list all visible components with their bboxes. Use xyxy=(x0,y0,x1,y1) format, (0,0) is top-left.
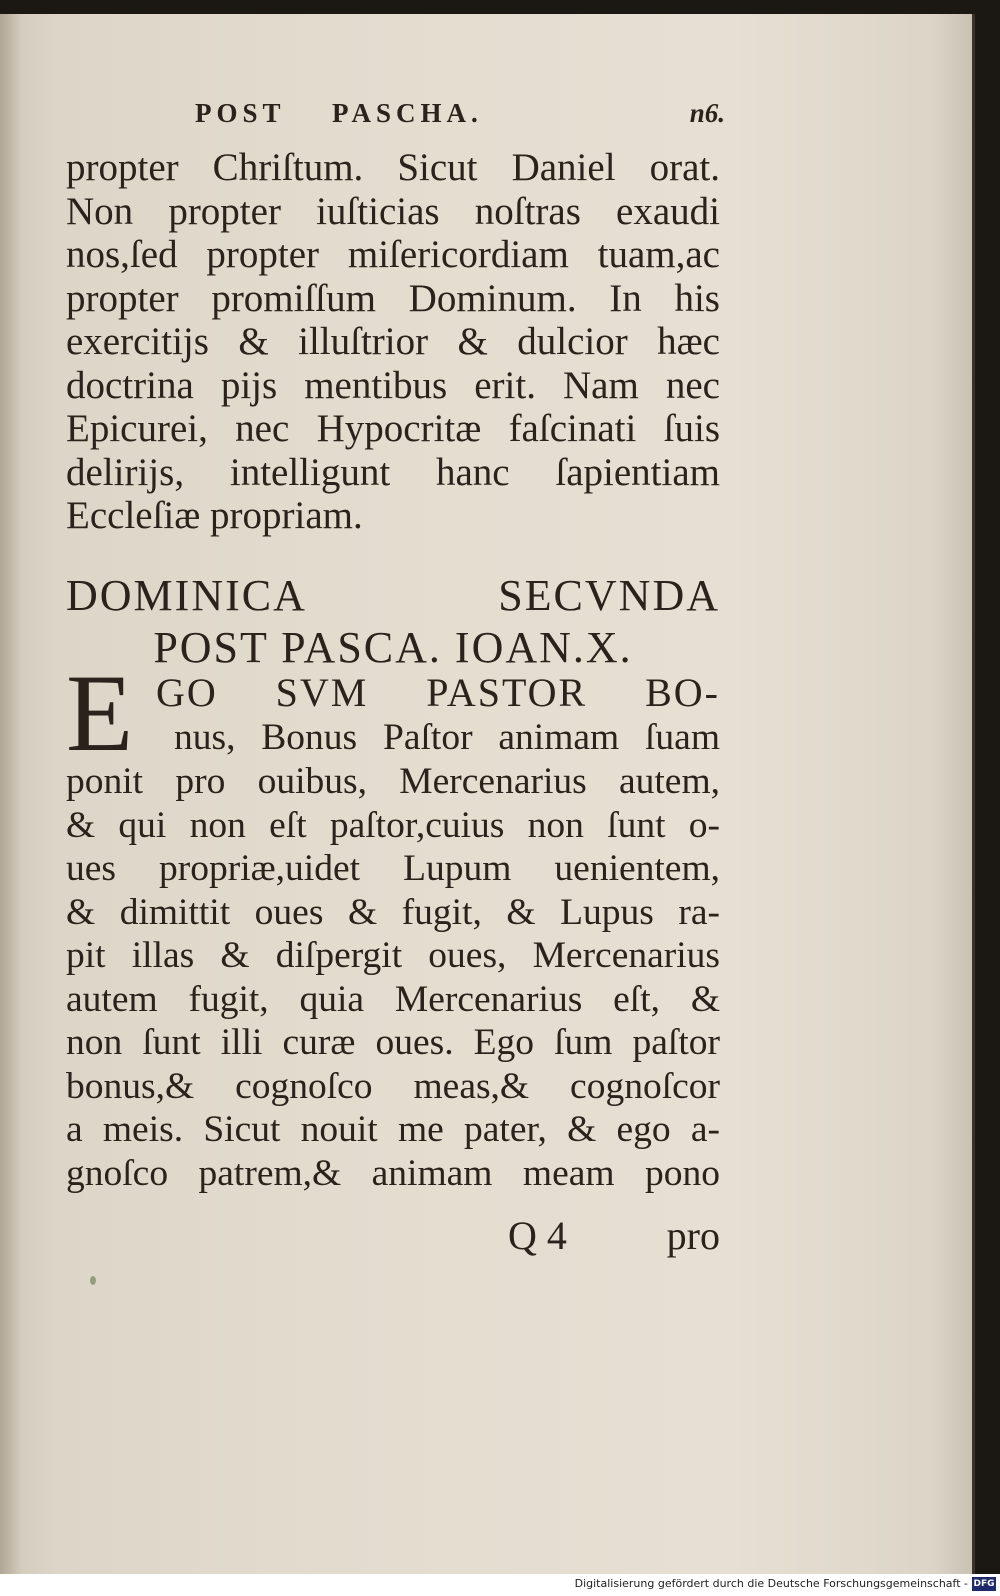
gospel-line: pit illas & diſpergit oues, Mercenarius xyxy=(66,935,720,976)
text-line: Non propter iuſticias noſtras exaudi xyxy=(66,189,720,233)
gospel-line: autem fugit, quia Mercenarius eſt, & xyxy=(66,978,720,1020)
section-heading-line-2: POST PASCA. IOAN.X. xyxy=(153,623,633,672)
text-line: propter promiſſum Dominum. In his xyxy=(66,276,720,320)
gospel-line: & dimittit oues & fugit, & Lupus ra- xyxy=(66,891,720,933)
gospel-line: non ſunt illi curæ oues. Ego ſum paſtor xyxy=(66,1022,720,1063)
gospel-line: gnoſco patrem,& animam meam pono xyxy=(66,1152,720,1194)
text-line: nos,ſed propter miſericordiam tuam,ac xyxy=(66,233,720,276)
text-line: delirijs, intelligunt hanc ſapientiam xyxy=(66,450,720,494)
footer-bar xyxy=(0,1574,1000,1596)
text-line: Eccleſiæ propriam. xyxy=(66,494,363,537)
gospel-line: ues propriæ,uidet Lupum uenientem, xyxy=(66,848,720,889)
gospel-line: bonus,& cognoſco meas,& cognoſcor xyxy=(66,1065,720,1107)
gospel-line: nus, Bonus Paſtor animam ſuam xyxy=(174,717,720,758)
section-heading-line-1: DOMINICA SECVNDA xyxy=(66,571,720,620)
text-line: doctrina pijs mentibus erit. Nam nec xyxy=(66,363,720,407)
section-heading xyxy=(66,570,720,674)
running-head xyxy=(195,98,725,134)
text-line: exercitijs & illuſtrior & dulcior hæc xyxy=(66,320,720,363)
paragraph-continuation xyxy=(66,146,720,538)
text-line: propter Chriſtum. Sicut Daniel orat. xyxy=(66,146,720,189)
text-line: Epicurei, nec Hypocritæ faſcinati ſuis xyxy=(66,407,720,450)
gospel-line: ponit pro ouibus, Mercenarius autem, xyxy=(66,761,720,802)
ink-spot xyxy=(90,1276,96,1285)
folio-number: n6. xyxy=(689,98,725,128)
funding-notice: Digitalisierung gefördert durch die Deutsche Forschungsgemeinschaft - xyxy=(574,1577,968,1590)
book-page xyxy=(0,14,975,1574)
catchline xyxy=(508,1212,720,1262)
gospel-first-line: GO SVM PASTOR BO- xyxy=(156,670,720,715)
dfg-logo: DFG xyxy=(973,1579,995,1589)
gospel-line: & qui non eſt paſtor,cuius non ſunt o- xyxy=(66,804,720,846)
initial-letter: E xyxy=(66,652,134,774)
gospel-line: a meis. Sicut nouit me pater, & ego a- xyxy=(66,1109,720,1150)
catchword: pro xyxy=(666,1213,720,1258)
signature-mark: Q 4 xyxy=(508,1213,567,1258)
running-head-title: POST PASCHA. xyxy=(195,98,483,128)
